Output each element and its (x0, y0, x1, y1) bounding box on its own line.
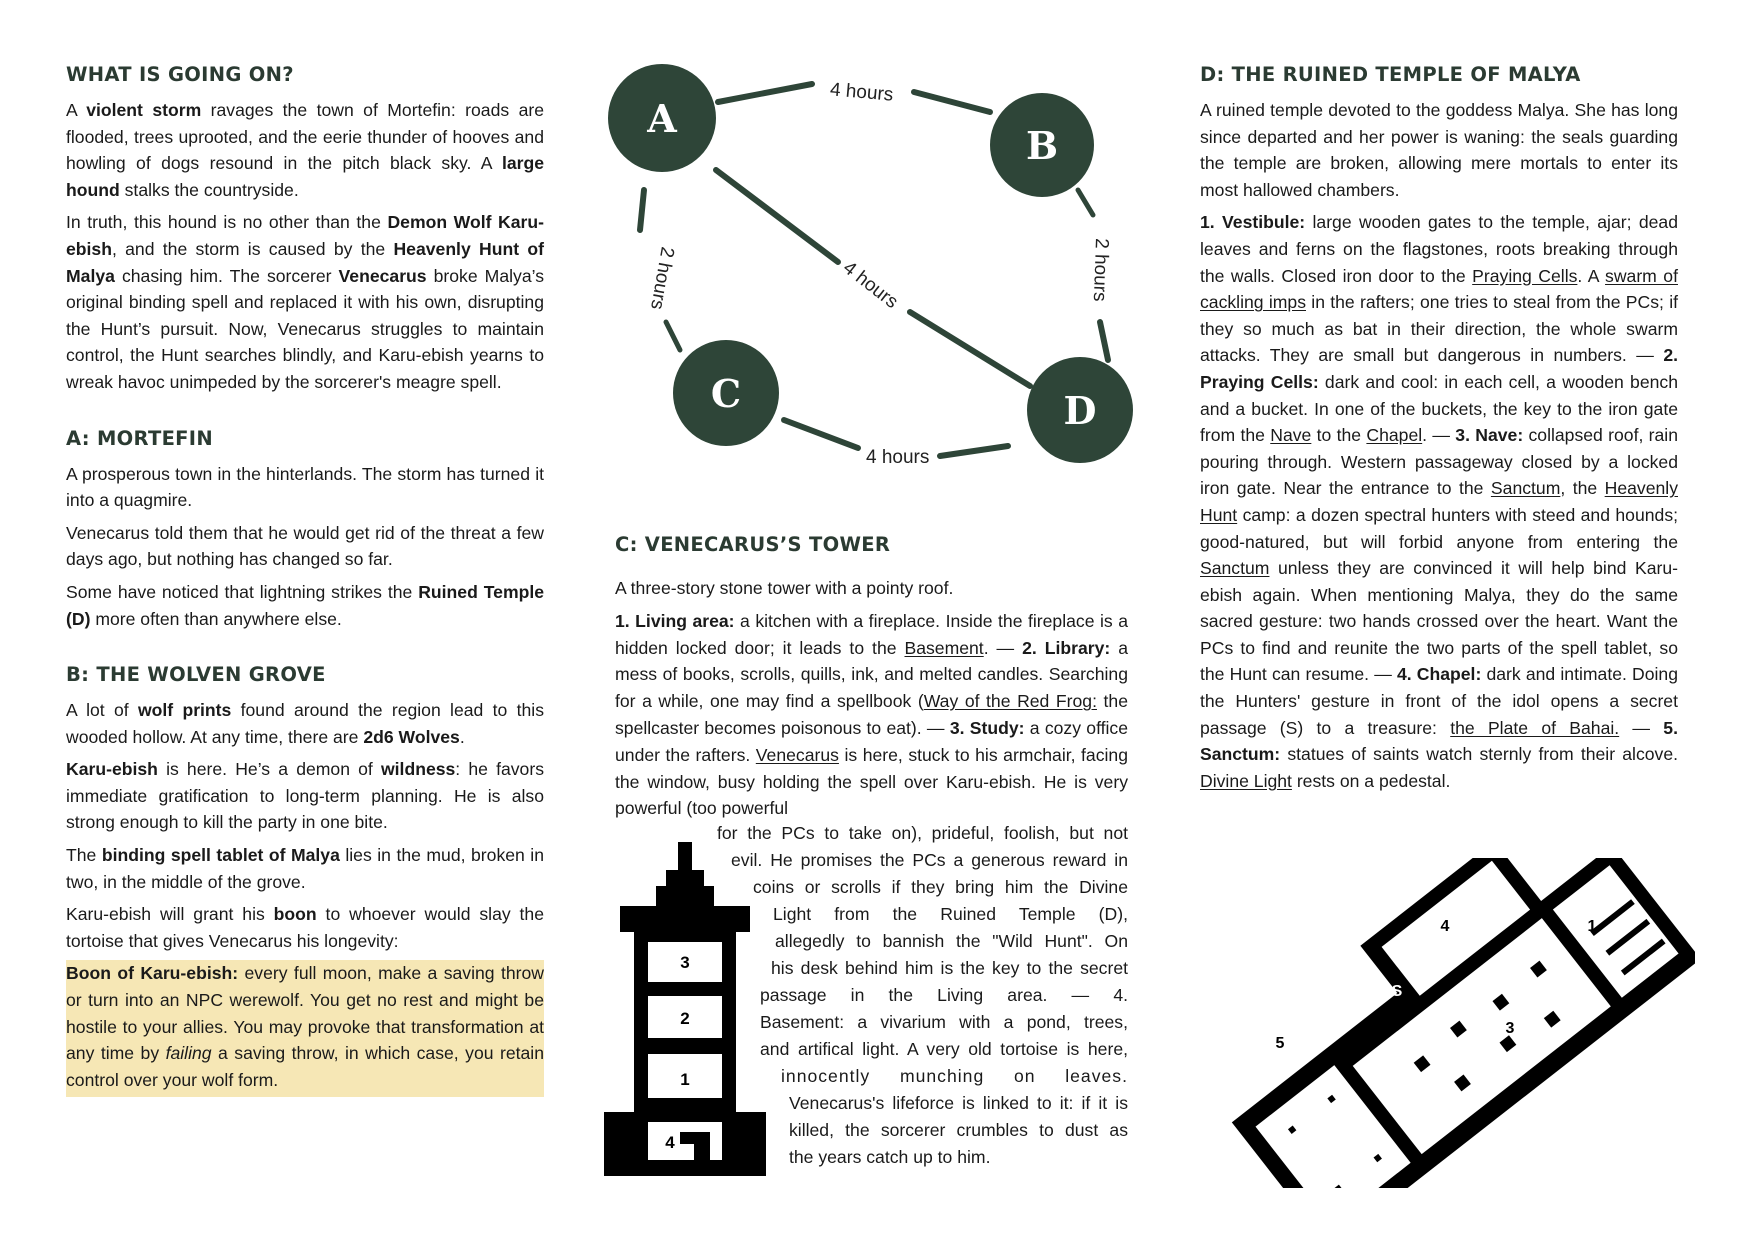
grove-paragraph-3: The binding spell tablet of Malya lies in the mud, broken in two, in the middle of the grove. (66, 845, 544, 892)
wrap-line-1: for the PCs to take on), prideful, foolish, but not (717, 823, 1128, 843)
section-title-what: WHAT IS GOING ON? (66, 63, 294, 86)
wrap-line-3: coins or scrolls if they bring him the Divine (753, 877, 1128, 897)
node-c-label: C (710, 371, 742, 416)
wrap-line-5: allegedly to bannish the "Wild Hunt". On (775, 931, 1128, 951)
edge-c-d (784, 420, 858, 448)
edge-a-d-2 (910, 312, 1030, 386)
edge-a-d (716, 170, 838, 262)
wrap-line-13: the years catch up to him. (789, 1147, 991, 1167)
wrap-line-8: Basement: a vivarium with a pond, trees, (760, 1012, 1128, 1032)
temple-paragraph-1: A ruined temple devoted to the goddess Malya. She has long since departed and her power is waning: the seals guarding the temple are broken, allowing mere mortals to enter its most hallowed chambers. (1200, 100, 1678, 200)
edge-label-c-d: 4 hours (866, 447, 930, 468)
wrap-line-11: Venecarus's lifeforce is linked to it: if it is (789, 1093, 1128, 1113)
map-room-5: 5 (1275, 1035, 1285, 1052)
tower-floor-4: 4 (665, 1133, 675, 1152)
wrap-line-12: killed, the sorcerer crumbles to dust as (789, 1120, 1128, 1140)
node-b-label: B (1025, 123, 1059, 168)
edge-label-a-b: 4 hours (829, 79, 895, 106)
section-title-tower: C: VENECARUS’S TOWER (615, 533, 891, 556)
wrap-line-2: evil. He promises the PCs a generous reward in (731, 850, 1128, 870)
travel-diagram (600, 60, 1145, 480)
map-room-4: 4 (1440, 918, 1450, 935)
boon-callout: Boon of Karu-ebish: every full moon, make a saving throw or turn into an NPC werewolf. You get no rest and might be hostile to your allies. You may provoke that transformation at any time by failing a saving throw, in which case, you retain control over your wolf form. (66, 960, 544, 1097)
wrap-line-4: Light from the Ruined Temple (D), (773, 904, 1128, 924)
node-a-label: A (647, 96, 677, 141)
tower-body (615, 575, 1128, 828)
tower-paragraph-1: A three-story stone tower with a pointy roof. (615, 578, 954, 598)
grove-paragraph-1: A lot of wolf prints found around the region lead to this wooded hollow. At any time, there are 2d6 Wolves. (66, 700, 544, 747)
edge-label-b-d: 2 hours (1088, 237, 1112, 302)
wrap-line-6: his desk behind him is the key to the secret (771, 958, 1128, 978)
edge-c-d-2 (940, 446, 1008, 456)
wrap-line-9: and artifical light. A very old tortoise is here, (760, 1039, 1128, 1059)
edge-a-b-2 (914, 92, 990, 112)
section-title-wolven-grove: B: THE WOLVEN GROVE (66, 663, 326, 687)
wrap-line-10: innocently munching on leaves. (781, 1066, 1128, 1086)
tower-floor-1: 1 (680, 1070, 690, 1089)
mortefin-paragraph-1: A prosperous town in the hinterlands. The storm has turned it into a quagmire. (66, 463, 544, 511)
wrap-line-7: passage in the Living area. — 4. (760, 985, 1128, 1005)
edge-label-a-d: 4 hours (838, 257, 902, 313)
edge-label-a-c: 2 hours (646, 245, 678, 312)
tower-paragraph-2: 1. Living area: a kitchen with a fireplace. Inside the fireplace is a hidden locked door; it leads to the Basement. — 2. Library: a mess of books, scrolls, quills, ink, and melted candles. Searching for a while, one may find a spellbook (Way of the Red Frog: the spellcaster becomes poisonous to eat). — 3. Study: a cozy office under the rafters. Venecarus is here, stuck to his armchair, facing the window, busy holding the spell over Karu-ebish. He is very powerful (too powerful (615, 610, 1129, 819)
what-paragraph-1: A violent storm ravages the town of Mortefin: roads are flooded, trees uprooted, and the eerie thunder of hooves and howling of dogs resound in the pitch black sky. A large hound stalks the countryside. (66, 100, 545, 200)
column-right (1200, 62, 1678, 800)
edge-a-c-2 (666, 322, 680, 350)
what-paragraph-2: In truth, this hound is no other than the Demon Wolf Karu-ebish, and the storm is caused by the Heavenly Hunt of Malya chasing him. The sorcerer Venecarus broke Malya’s original binding spell and replaced it with his own, disrupting the Hunt’s pursuit. Now, Venecarus struggles to maintain control, the Hunt searches blindly, and Karu-ebish yearns to wreak havoc unimpeded by the sorcerer's meagre spell. (66, 212, 545, 392)
grove-paragraph-4: Karu-ebish will grant his boon to whoever would slay the tortoise that gives Venecarus his longevity: (66, 904, 544, 951)
edge-a-c (640, 190, 644, 230)
mortefin-paragraph-2: Venecarus told them that he would get rid of the threat a few days ago, but nothing has changed so far. (66, 522, 544, 570)
tower-floor-2: 2 (680, 1009, 690, 1028)
node-d-label: D (1063, 388, 1097, 433)
map-room-2: 2 (1632, 1035, 1642, 1052)
temple-paragraph-2: 1. Vestibule: large wooden gates to the temple, ajar; dead leaves and ferns on the flagstones, roots breaking through the walls. Closed iron door to the Praying Cells. A swarm of cackling imps in the rafters; one tries to steal from the PCs; if they so much as bat in their direction, the whole swarm attacks. They are small but dangerous in numbers. — 2. Praying Cells: dark and cool: in each cell, a wooden bench and a bucket. In one of the buckets, the key to the iron gate from the Nave to the Chapel. — 3. Nave: collapsed roof, rain pouring through. Western passageway closed by a locked iron gate. Near the entrance to the Sanctum, the Heavenly Hunt camp: a dozen spectral hunters with steed and hounds; good-natured, but will forbid anyone from entering the Sanctum unless they are convinced it will help bind Karu-ebish again. When mentioning Malya, they do the same sacred gesture: two hands crossed over the heart. Want the PCs to find and reunite the two parts of the spell tablet, so the Hunt can resume. — 4. Chapel: dark and intimate. Doing the Hunters' gesture in front of the idol opens a secret passage (S) to a treasure: the Plate of Bahai. — 5. Sanctum: statues of saints watch sternly from their alcove. Divine Light rests on a pedestal. (1200, 212, 1679, 791)
mortefin-paragraph-3: Some have noticed that lightning strikes the Ruined Temple (D) more often than anywhere else. (66, 581, 545, 629)
grove-paragraph-2: Karu-ebish is here. He’s a demon of wildness: he favors immediate gratification to long-term planning. He is also strong enough to kill the party in one bite. (66, 759, 544, 833)
section-title-mortefin: A: MORTEFIN (66, 426, 213, 450)
edge-b-d (1078, 190, 1093, 215)
edge-b-d-2 (1100, 322, 1108, 360)
map-room-3: 3 (1505, 1020, 1515, 1037)
temple-map (1200, 858, 1695, 1188)
tower-illustration (604, 836, 766, 1176)
section-title-temple: D: THE RUINED TEMPLE OF MALYA (1200, 63, 1581, 86)
column-left (66, 62, 544, 1103)
edge-a-b (718, 84, 812, 102)
map-room-1: 1 (1587, 918, 1597, 935)
tower-floor-3: 3 (680, 953, 690, 972)
map-secret-passage: S (1391, 983, 1403, 1000)
